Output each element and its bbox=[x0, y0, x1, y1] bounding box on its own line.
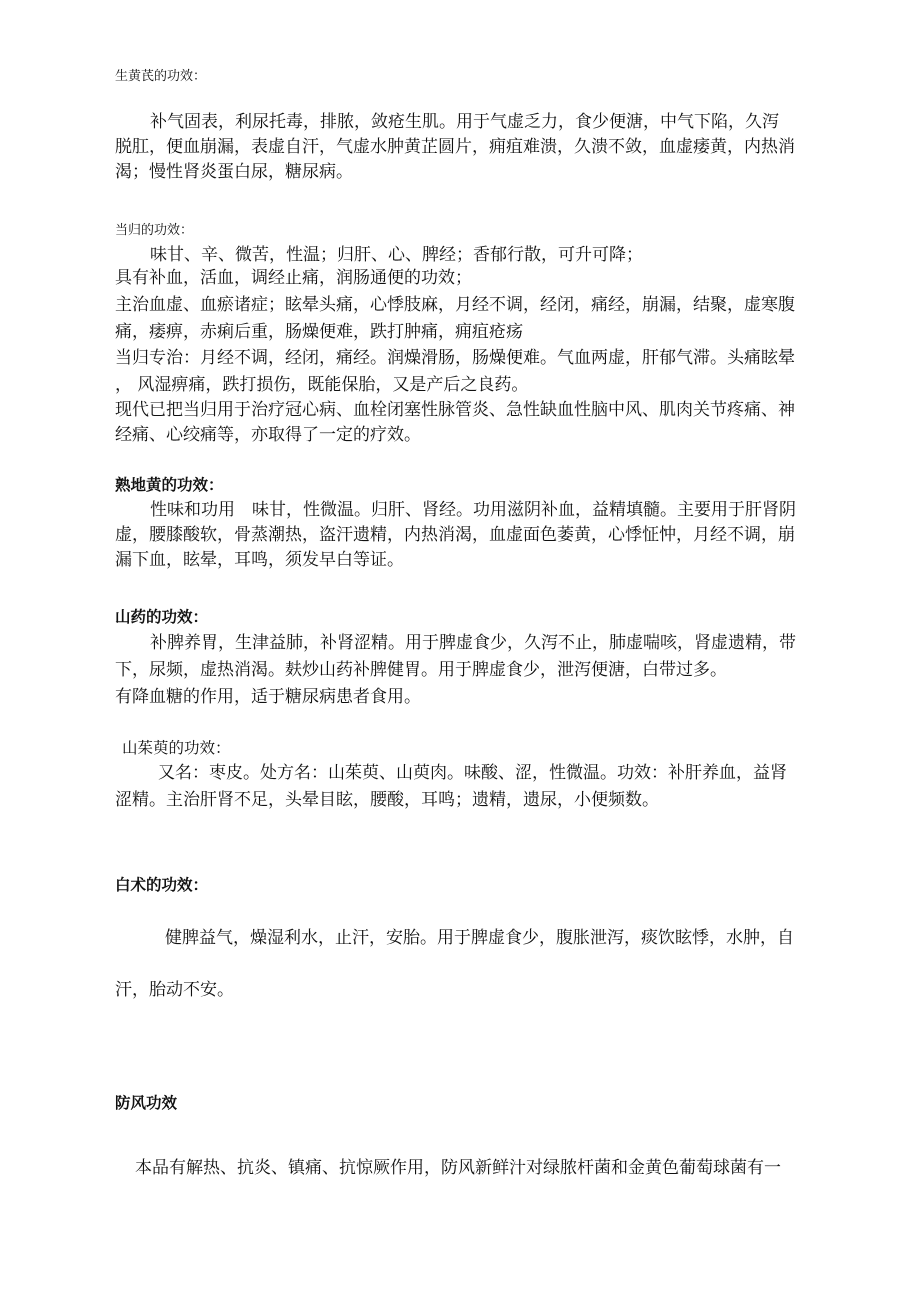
paragraph-line: 具有补血，活血，调经止痛，润肠通便的功效； bbox=[115, 268, 472, 288]
section-heading-shanyao: 山药的功效： bbox=[115, 607, 209, 626]
paragraph-line: 经痛、心绞痛等，亦取得了一定的疗效。 bbox=[115, 425, 421, 445]
paragraph-line: 涩精。主治肝肾不足，头晕目眩，腰酸，耳鸣；遗精，遗尿，小便频数。 bbox=[115, 790, 659, 810]
paragraph-line: 本品有解热、抗炎、镇痛、抗惊厥作用，防风新鲜汁对绿脓杆菌和金黄色葡萄球菌有一 bbox=[135, 1158, 781, 1178]
paragraph-line: 又名：枣皮。处方名：山茱萸、山萸肉。味酸、涩，性微温。功效：补肝养血，益肾 bbox=[158, 763, 787, 783]
paragraph-line: 当归专治：月经不调，经闭，痛经。润燥滑肠，肠燥便难。气血两虚，肝郁气滞。头痛眩晕 bbox=[115, 348, 795, 368]
paragraph-line: 有降血糖的作用，适于糖尿病患者食用。 bbox=[115, 687, 421, 707]
paragraph-line: 补脾养胃，生津益肺，补肾涩精。用于脾虚食少，久泻不止，肺虚喘咳，肾虚遗精，带 bbox=[150, 633, 796, 653]
section-heading-fangfeng: 防风功效 bbox=[115, 1093, 178, 1112]
paragraph-line: 主治血虚、血瘀诸症；眩晕头痛，心悸肢麻，月经不调，经闭，痛经，崩漏，结聚，虚寒腹 bbox=[115, 295, 795, 315]
paragraph-line: 渴；慢性肾炎蛋白尿，糖尿病。 bbox=[115, 162, 353, 182]
paragraph-line: 健脾益气，燥湿利水，止汗，安胎。用于脾虚食少，腹胀泄泻，痰饮眩悸，水肿，自 bbox=[165, 928, 794, 948]
paragraph-line: 现代已把当归用于治疗冠心病、血栓闭塞性脉管炎、急性缺血性脑中风、肌肉关节疼痛、神 bbox=[115, 400, 795, 420]
paragraph-line: 虚，腰膝酸软，骨蒸潮热，盗汗遗精，内热消渴，血虚面色萎黄，心悸怔忡，月经不调，崩 bbox=[115, 525, 795, 545]
paragraph-line: 脱肛，便血崩漏，表虚自汗，气虚水肿黄芷圆片，痈疽难溃，久溃不敛，血虚痿黄，内热消 bbox=[115, 137, 795, 157]
paragraph-line: 性味和功用 味甘，性微温。归肝、肾经。功用滋阴补血，益精填髓。主要用于肝肾阴 bbox=[150, 500, 796, 520]
paragraph-line: 补气固表，利尿托毒，排脓，敛疮生肌。用于气虚乏力，食少便溏，中气下陷，久泻 bbox=[150, 112, 779, 132]
paragraph-line: 痛，痿痹，赤痢后重，肠燥便难，跌打肿痛，痈疽疮疡 bbox=[115, 322, 523, 342]
paragraph-line: 味甘、辛、微苦，性温；归肝、心、脾经；香郁行散，可升可降； bbox=[150, 245, 643, 265]
section-heading-huangqi: 生黄芪的功效： bbox=[115, 69, 207, 84]
paragraph-line: 汗，胎动不安。 bbox=[115, 980, 234, 1000]
paragraph-line: ， 风湿痹痛，跌打损伤，既能保胎，又是产后之良药。 bbox=[115, 375, 529, 395]
paragraph-line: 漏下血，眩晕，耳鸣，须发早白等证。 bbox=[115, 550, 404, 570]
section-heading-shudihuang: 熟地黄的功效： bbox=[115, 475, 224, 494]
section-heading-shanzhuyu: 山茱萸的功效： bbox=[122, 739, 231, 757]
paragraph-line: 下，尿频，虚热消渴。麸炒山药补脾健胃。用于脾虚食少，泄泻便溏，白带过多。 bbox=[115, 660, 727, 680]
section-heading-baizhu: 白术的功效： bbox=[115, 875, 209, 894]
section-heading-danggui: 当归的功效： bbox=[115, 223, 194, 238]
